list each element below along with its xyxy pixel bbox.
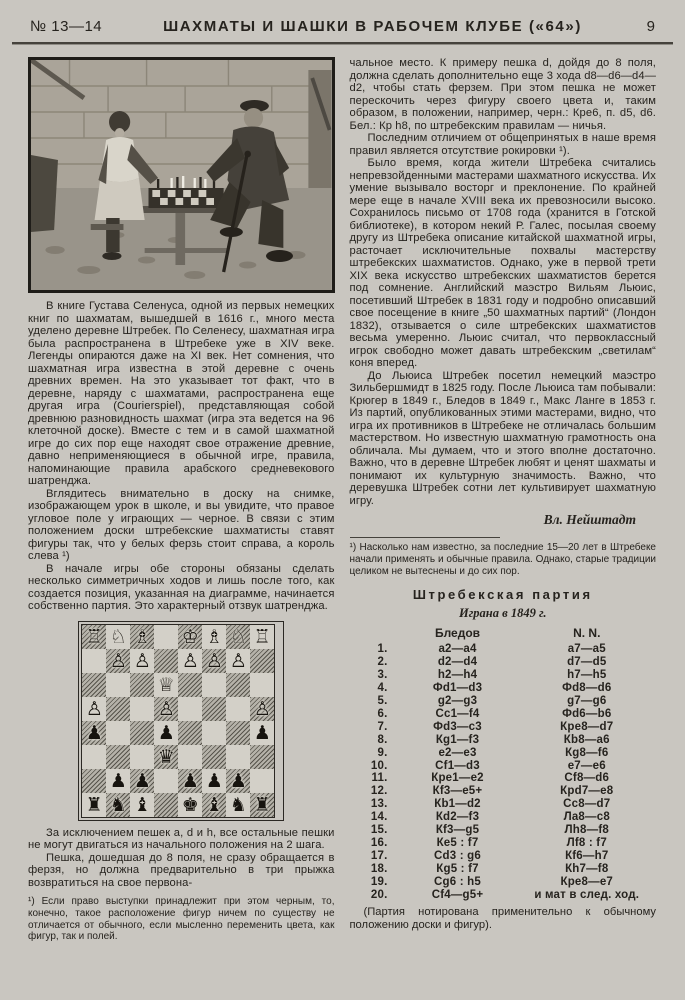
- board-square: [250, 697, 274, 721]
- chess-piece-br: ♜: [85, 793, 103, 816]
- chess-board: [81, 624, 275, 818]
- move-cell: 13.: [370, 798, 388, 811]
- move-cell: Кf6—h7: [565, 849, 609, 862]
- board-square: [226, 769, 250, 793]
- board-square: [250, 721, 274, 745]
- board-square: [226, 697, 250, 721]
- board-square: [154, 649, 178, 673]
- board-square: [106, 769, 130, 793]
- board-square: [130, 745, 154, 769]
- board-square: [154, 769, 178, 793]
- board-square: [178, 793, 202, 817]
- chess-piece-wp: ♙: [181, 649, 199, 672]
- board-square: [178, 721, 202, 745]
- move-cell: Лa8—c8: [563, 811, 610, 824]
- board-square: [130, 721, 154, 745]
- footnote-left: ¹) Если право выступки принадлежит при этом черным, то, конечно, такое расположение фигур ничем по существу не отличается от обычного, если мысленно переменить цвета, как фигур, так и полей.: [28, 896, 335, 943]
- board-square: [226, 745, 250, 769]
- board-square: [202, 721, 226, 745]
- paragraph: В начале игры обе стороны обязаны сделать несколько симметричных ходов и лишь после того, как создается позиция, указанная на диаграмме, начинается собственно партия. Это характерный отзвук шатренджа.: [28, 562, 335, 612]
- move-row: [350, 760, 657, 773]
- board-square: [154, 697, 178, 721]
- move-cell: 15.: [370, 824, 388, 837]
- move-cell: 16.: [370, 836, 388, 849]
- move-cell: Кf3—e5+: [432, 785, 483, 798]
- paragraph: чальное место. К примеру пешка d, дойдя до 8 поля, должна сделать дополнительно еще 3 хода d8—d6—d4—d2, чтобы стать ферзем. При этом пешка не может перескочить через фигуру своего цвета и, таким образом, в положении, например, черн.: Кре6, п. d5, d6. Бел.: Кр h8, по штребекским правилам — ничья.: [349, 57, 656, 132]
- board-square: [226, 721, 250, 745]
- move-row: [350, 708, 657, 721]
- board-square: [154, 793, 178, 817]
- board-square: [202, 745, 226, 769]
- move-cell: 8.: [377, 733, 388, 746]
- move-cell: d2—d4: [437, 656, 478, 669]
- chess-piece-wk: ♔: [181, 625, 199, 648]
- move-cell: Кf3—g5: [435, 824, 480, 837]
- board-square: [82, 793, 106, 817]
- move-row: [350, 721, 657, 734]
- board-square: [250, 793, 274, 817]
- chess-piece-wb: ♗: [133, 625, 151, 648]
- board-square: [226, 793, 250, 817]
- move-cell: h7—h5: [567, 669, 607, 682]
- board-square: [178, 697, 202, 721]
- move-row: [350, 850, 657, 863]
- move-cell: Кb8—a6: [563, 733, 610, 746]
- board-square: [82, 673, 106, 697]
- move-cell: 12.: [370, 785, 388, 798]
- chess-piece-bp: ♟: [229, 769, 247, 792]
- footnote-rule: [350, 537, 500, 538]
- chess-piece-wp: ♙: [133, 649, 151, 672]
- board-square: [154, 625, 178, 649]
- move-cell: Сc8—d7: [563, 798, 611, 811]
- move-cell: Сf1—d3: [435, 759, 480, 772]
- move-cell: Кg1—f3: [435, 733, 480, 746]
- board-square: [106, 673, 130, 697]
- chess-piece-bp: ♟: [181, 769, 199, 792]
- paragraph: В книге Густава Селенуса, одной из первых немецких книг по шахматам, вышедшей в 1616 г., много места уделено деревне Штребек. По Селенесу, шахматная игра была распространена в Штребеке уже в XIV веке. Легенды опираются даже на XI век. Нет сомнения, что шахматная игра известна в этой деревне с очень древних времен. На это указывает тот факт, что в деревне, наряду с шахматами, распространена еще другая игра (Courierspiel), представляющая собой древнюю разновидность шахмат (игра эта ведется на 96 клеточной доске). Вместе с тем и в самой шахматной игре до сих пор еще находят свое отражение древние, давно неприменяющиеся в обычной игре, правила, напоминающие правила арабского средневекового шатренджа.: [28, 300, 335, 487]
- board-square: [202, 649, 226, 673]
- paragraph: Пешка, дошедшая до 8 поля, не сразу обращается в ферзя, но должна предварительно в три прыжка возвратиться на свое первона-: [28, 851, 335, 889]
- chess-piece-bp: ♟: [205, 769, 223, 792]
- board-square: [130, 625, 154, 649]
- board-square: [106, 697, 130, 721]
- issue-number: № 13—14: [30, 18, 103, 35]
- board-square: [130, 793, 154, 817]
- chess-piece-bb: ♝: [205, 793, 223, 816]
- board-square: [178, 745, 202, 769]
- move-cell: 7.: [377, 720, 388, 733]
- footnote-right: ¹) Насколько нам известно, за последние 15—20 лет в Штребеке начали применять и обычные правила. Однако, старые традиции целиком не вытеснены и до сих пор.: [349, 542, 656, 577]
- move-cell: e7—e6: [567, 759, 606, 772]
- board-square: [250, 769, 274, 793]
- board-square: [154, 745, 178, 769]
- move-cell: Кре1—e2: [431, 772, 484, 785]
- move-cell: Кb1—d2: [434, 798, 481, 811]
- move-cell: Лf8 : f7: [566, 836, 607, 849]
- move-cell: Лh8—f8: [564, 824, 609, 837]
- author-signature: Вл. Нейштадт: [543, 512, 636, 527]
- closing-note: (Партия нотирована применительно к обычному положению доски и фигур).: [349, 905, 656, 931]
- board-square: [202, 697, 226, 721]
- move-cell: Кg5 : f7: [436, 862, 479, 875]
- left-column: [28, 57, 335, 943]
- paragraph: До Льюиса Штребек посетил немецкий маэстро Зильбершмидт в 1825 году. После Льюиса там побывали: Крюгер в 1849 г., Бледов в 1849 г., Макс Ланге в 1853 г. Из партий, опубликованных этими мастерами, видно, что игра их противников в Штребеке не отличалась большим мастерством. Но известную шахматную грамотность она обличала. Мы думаем, что и этого вполне достаточно. Важно, что в деревне Штребек любят и ценят шахматы и понимают их культурную значимость. Важно, что деревушка Штребек сотни лет культивирует шахматную игру.: [349, 369, 656, 507]
- board-square: [82, 769, 106, 793]
- photo-illustration: [31, 60, 332, 290]
- move-row: [350, 734, 657, 747]
- move-cell: 10.: [370, 759, 388, 772]
- school-lesson-photo: [28, 57, 335, 293]
- chess-piece-wp: ♙: [229, 649, 247, 672]
- board-square: [178, 673, 202, 697]
- move-cell: Сd3 : g6: [434, 849, 481, 862]
- chess-piece-bq: ♛: [157, 745, 175, 768]
- board-square: [130, 649, 154, 673]
- move-row: [350, 837, 657, 850]
- black-player-name: N. N.: [573, 626, 601, 641]
- move-cell: Крd7—e8: [560, 785, 614, 798]
- page-header: [0, 0, 685, 35]
- move-cell: 6.: [377, 707, 388, 720]
- board-square: [154, 673, 178, 697]
- chess-piece-wp: ♙: [205, 649, 223, 672]
- chess-piece-bp: ♟: [85, 721, 103, 744]
- chess-piece-bp: ♟: [157, 721, 175, 744]
- move-row: [350, 824, 657, 837]
- board-square: [106, 745, 130, 769]
- move-cell: h2—h4: [437, 669, 478, 682]
- board-square: [178, 649, 202, 673]
- move-row: [350, 863, 657, 876]
- board-square: [202, 793, 226, 817]
- page-number: 9: [646, 18, 655, 35]
- move-cell: Кh7—f8: [565, 862, 609, 875]
- move-cell: 3.: [377, 669, 388, 682]
- board-square: [106, 625, 130, 649]
- move-cell: Кре8—e7: [560, 875, 614, 888]
- move-row: [350, 811, 657, 824]
- paragraph: За исключением пешек a, d и h, все остальные пешки не могут двигаться из начального положения на 2 шага.: [28, 826, 335, 851]
- move-cell: 1.: [377, 643, 388, 656]
- board-square: [202, 625, 226, 649]
- chess-piece-wb: ♗: [205, 625, 223, 648]
- chess-piece-bp: ♟: [109, 769, 127, 792]
- move-row: [350, 669, 657, 682]
- chess-diagram: [78, 621, 284, 821]
- board-square: [130, 769, 154, 793]
- board-square: [250, 673, 274, 697]
- chess-piece-wp: ♙: [85, 697, 103, 720]
- move-cell: Кd2—f3: [435, 811, 480, 824]
- move-cell: 19.: [370, 875, 388, 888]
- move-cell: Фd8—d6: [562, 682, 612, 695]
- chess-piece-bp: ♟: [253, 721, 271, 744]
- paragraph: Было время, когда жители Штребека считались непревзойденными мастерами шахматного искусства. Их умение вызывало восторг и преклонение. По крайней мере еще в начале XVIII века их превозносили высоко. Сохранилось письмо от 1708 года (хранится в Готской библиотеке), в котором некий Р. Галес, посылая своему другу из Штребека описание китайской шахматной игры, расточает исключительные похвалы мастерству штребекских шахматистов. Однако, уже в первой трети XIX века искусство штребекских шахматистов берется под сомнение. Английский маэстро Вильям Льюис, посетивший Штребек в 1831 году и подробно описавший свое посещение в книге „50 шахматных партий“ (Лондон 1832), отзывается о силе штребекских шахматистов весьма умеренно. Льюис считал, что первоклассный игрок свободно может давать штребекским „светилам“ коня вперед.: [349, 157, 656, 369]
- move-cell: 18.: [370, 862, 388, 875]
- chess-piece-wp: ♙: [157, 697, 175, 720]
- two-column-layout: [0, 45, 685, 943]
- chess-piece-wq: ♕: [157, 673, 175, 696]
- game-section: [350, 587, 657, 931]
- board-square: [82, 721, 106, 745]
- board-square: [178, 625, 202, 649]
- move-cell: Фd3—c3: [433, 720, 482, 733]
- board-square: [226, 673, 250, 697]
- chess-piece-bn: ♞: [229, 793, 247, 816]
- move-cell: Сf8—d6: [564, 772, 610, 785]
- board-square: [202, 673, 226, 697]
- board-square: [202, 769, 226, 793]
- board-square: [82, 697, 106, 721]
- board-square: [250, 625, 274, 649]
- board-square: [82, 745, 106, 769]
- move-cell: 4.: [377, 682, 388, 695]
- chess-piece-wr: ♖: [253, 625, 271, 648]
- move-cell: Кg8—f6: [565, 746, 609, 759]
- board-square: [106, 793, 130, 817]
- chess-piece-wp: ♙: [253, 697, 271, 720]
- move-row: [350, 747, 657, 760]
- board-square: [178, 769, 202, 793]
- board-square: [130, 697, 154, 721]
- right-column: [350, 57, 657, 943]
- move-cell: и мат в след. ход.: [534, 888, 640, 901]
- chess-piece-wr: ♖: [85, 625, 103, 648]
- chess-piece-bp: ♟: [133, 769, 151, 792]
- board-square: [154, 721, 178, 745]
- paragraph: Последним отличием от общепринятых в наше время правил является отсутствие рокировки ¹).: [349, 132, 656, 157]
- move-cell: 9.: [377, 746, 388, 759]
- chess-piece-bb: ♝: [133, 793, 151, 816]
- move-row: [350, 785, 657, 798]
- move-row: [350, 682, 657, 695]
- move-row: [350, 889, 657, 902]
- move-cell: Фd6—b6: [562, 707, 612, 720]
- board-square: [82, 649, 106, 673]
- board-square: [226, 649, 250, 673]
- move-cell: 20.: [370, 888, 388, 901]
- move-cell: 14.: [370, 811, 388, 824]
- move-row: [350, 772, 657, 785]
- board-square: [226, 625, 250, 649]
- move-cell: g2—g3: [437, 695, 478, 708]
- board-square: [106, 721, 130, 745]
- move-row: [350, 876, 657, 889]
- move-cell: Сg6 : h5: [434, 875, 481, 888]
- magazine-title: ШАХМАТЫ И ШАШКИ В РАБОЧЕМ КЛУБЕ («64»): [163, 18, 582, 35]
- move-row: [350, 798, 657, 811]
- move-cell: Кре8—d7: [560, 720, 614, 733]
- move-cell: Кe5 : f7: [436, 836, 479, 849]
- board-square: [250, 649, 274, 673]
- board-square: [130, 673, 154, 697]
- board-square: [250, 745, 274, 769]
- chess-piece-wp: ♙: [109, 649, 127, 672]
- move-row: [350, 656, 657, 669]
- players-header: [350, 626, 657, 640]
- board-square: [82, 625, 106, 649]
- moves-list: [350, 643, 657, 901]
- move-cell: Сc1—f4: [435, 707, 480, 720]
- game-subtitle: Играна в 1849 г.: [458, 606, 547, 621]
- move-cell: 17.: [370, 849, 388, 862]
- chess-piece-br: ♜: [253, 793, 271, 816]
- move-cell: 2.: [377, 656, 388, 669]
- move-cell: Фd1—d3: [432, 682, 483, 695]
- chess-piece-bn: ♞: [109, 793, 127, 816]
- white-player-name: Бледов: [434, 626, 481, 641]
- game-title: Штребекская партия: [412, 587, 593, 603]
- move-cell: a2—a4: [438, 643, 477, 656]
- paragraph: Вглядитесь внимательно в доску на снимке, изображающем урок в школе, и вы увидите, что правое угловое поле у играющих — черное. В связи с этим положением доски штребекские шахматисты ставят фигуры так, что у белых ферзь стоит справа, а король слева ¹): [28, 487, 335, 562]
- move-cell: 11.: [371, 772, 388, 785]
- chess-piece-bk: ♚: [181, 793, 199, 816]
- move-cell: e2—e3: [438, 746, 477, 759]
- chess-piece-wn: ♘: [229, 625, 247, 648]
- board-square: [106, 649, 130, 673]
- move-row: [350, 643, 657, 656]
- move-cell: d7—d5: [567, 656, 607, 669]
- move-cell: Сf4—g5+: [431, 888, 484, 901]
- chess-piece-wn: ♘: [109, 625, 127, 648]
- move-row: [350, 695, 657, 708]
- move-cell: g7—g6: [567, 695, 607, 708]
- move-cell: 5.: [377, 695, 388, 708]
- move-cell: a7—a5: [567, 643, 606, 656]
